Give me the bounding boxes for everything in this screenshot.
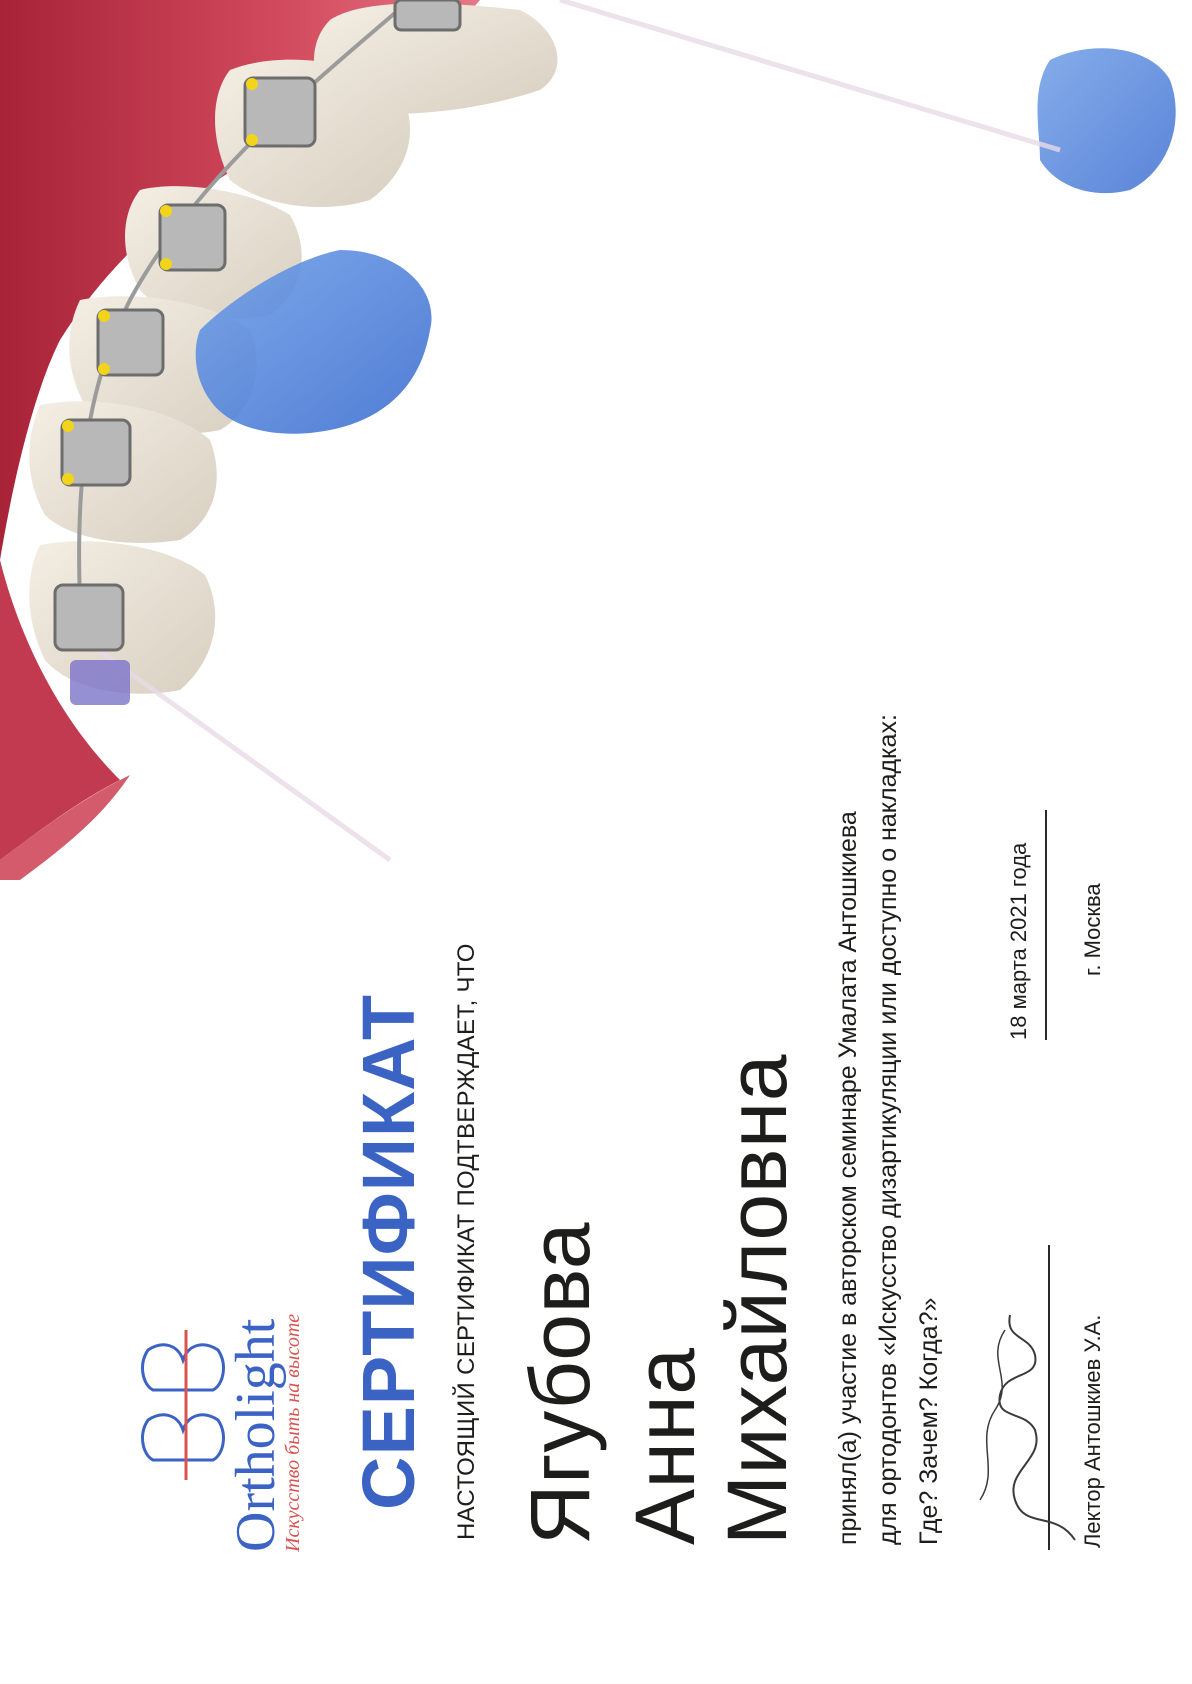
body-line-3: Где? Зачем? Когда?» [915,1297,943,1545]
body-line-1: принял(а) участие в авторском семинаре Умалата Антошкиева [834,811,862,1545]
certificate-title: СЕРТИФИКАТ [347,993,430,1510]
certificate-city: г. Москва [1080,883,1105,976]
ortholight-logo-icon [138,1330,234,1480]
date-underline [1045,810,1047,1040]
logo-name: Ortholight [225,1318,287,1552]
lecturer-name: Лектор Антошкиев У.А. [1080,1314,1105,1548]
recipient-patronymic: Михайловна [710,1054,804,1545]
certificate-subtitle: НАСТОЯЩИЙ СЕРТИФИКАТ ПОДТВЕРЖДАЕТ, ЧТО [453,943,480,1540]
recipient-first-name: Анна [618,1347,712,1545]
certificate-date: 18 марта 2021 года [1006,842,1031,1040]
logo-slogan: Искусство быть на высоте [282,1313,304,1552]
recipient-surname: Ягубова [513,1222,607,1545]
body-line-2: для ортодонтов «Искусство дизартикуляции или доступно о накладках: [874,714,902,1545]
